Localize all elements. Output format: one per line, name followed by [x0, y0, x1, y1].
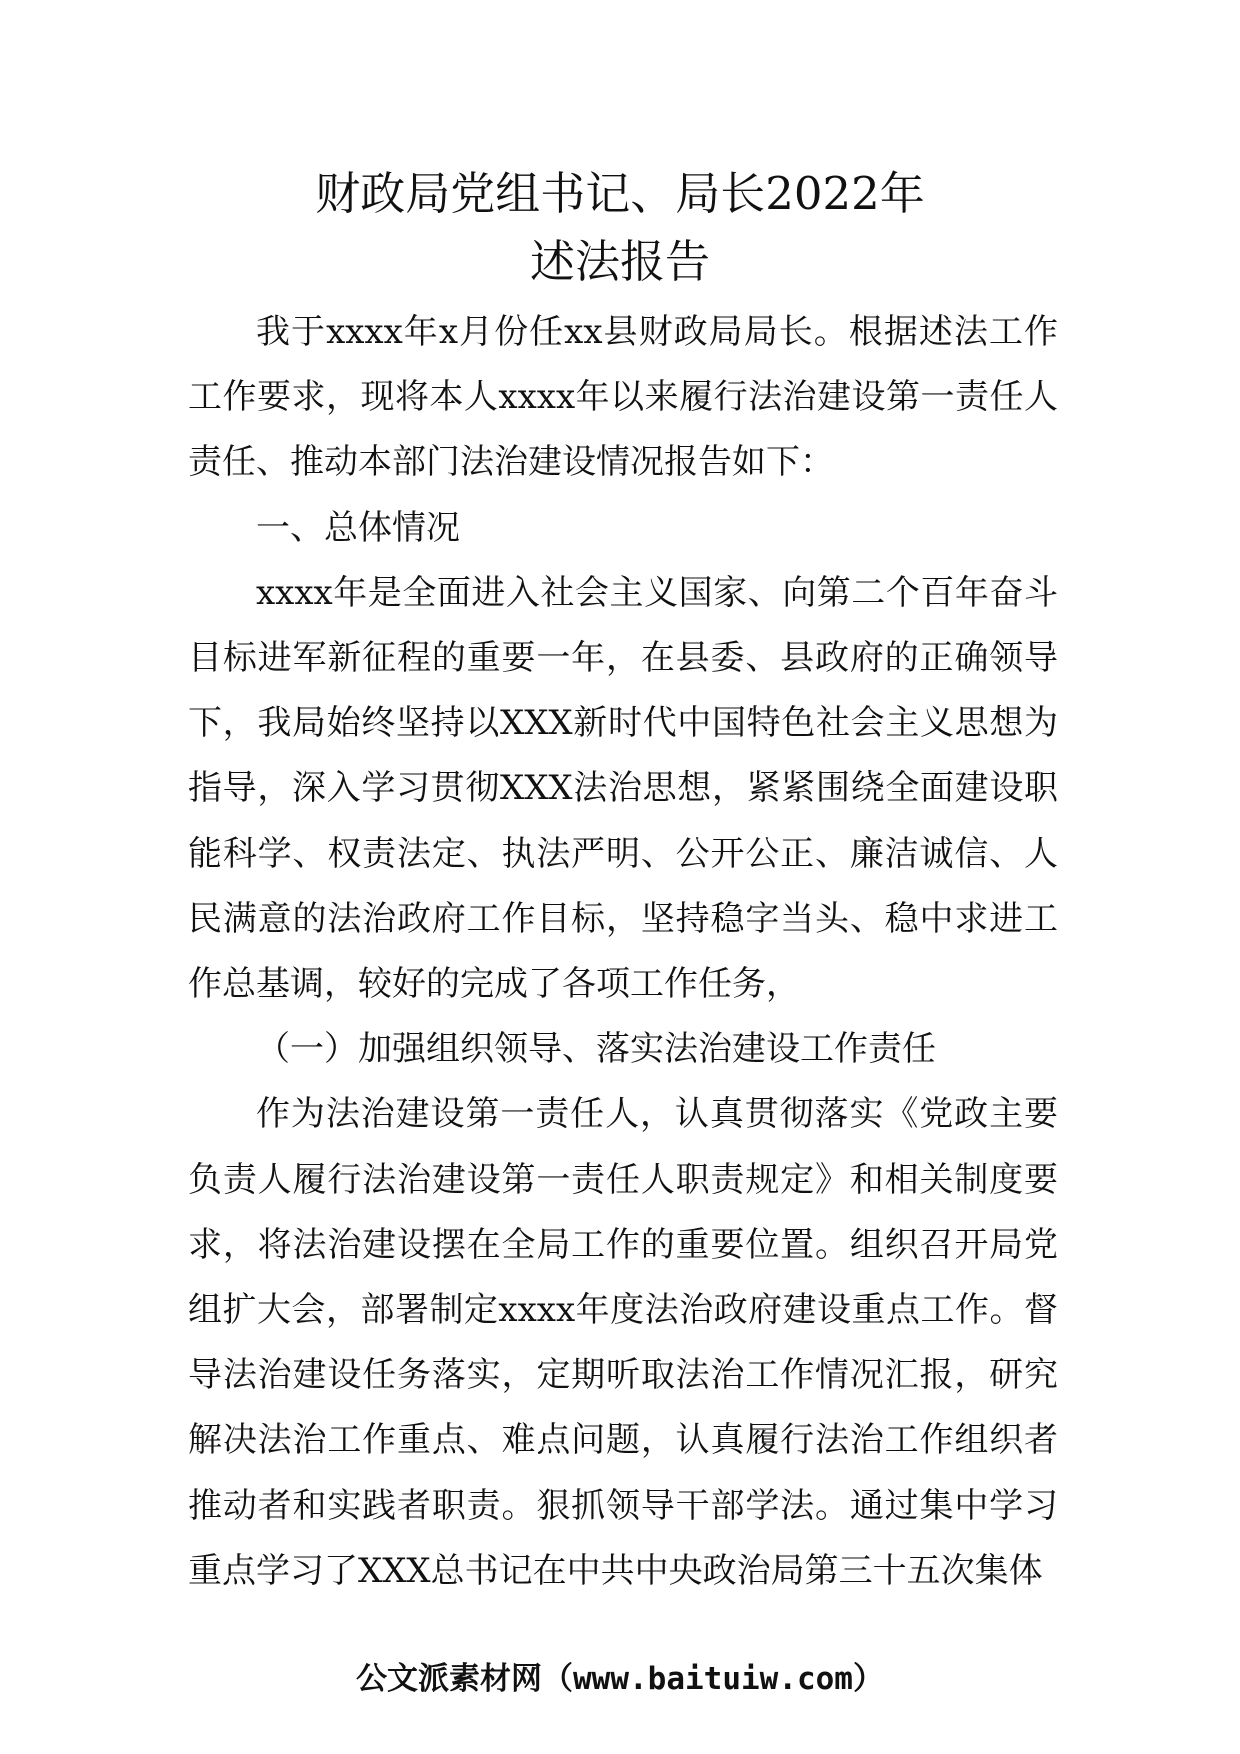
subsection-heading-1: （一）加强组织领导、落实法治建设工作责任 — [256, 1029, 936, 1070]
paragraph-subsection-1: 作为法治建设第一责任人，认真贯彻落实《党政主要负责人履行法治建设第一责任人职责规定》和相关制度要求，将法治建设摆在全局工作的重要位置。组织召开局党组扩大会，部署制定xxxx年度法治政府建设重点工作。督导法治建设任务落实，定期听取法治工作情况汇报，研究解决法治工作重点、难点问题，认真履行法治工作组织者推动者和实践者职责。狠抓领导干部学法。通过集中学习重点学习了XXX总书记在中共中央政治局第三十五次集体 — [188, 1094, 1058, 1591]
paragraph-intro: 我于xxxx年x月份任xx县财政局局长。根据述法工作工作要求，现将本人xxxx年以来履行法治建设第一责任人责任、推动本部门法治建设情况报告如下： — [188, 312, 1058, 483]
paragraph-overall: xxxx年是全面进入社会主义国家、向第二个百年奋斗目标进军新征程的重要一年，在县委、县政府的正确领导下，我局始终坚持以XXX新时代中国特色社会主义思想为指导，深入学习贯彻XXX法治思想，紧紧围绕全面建设职能科学、权责法定、执法严明、公开公正、廉洁诚信、人民满意的法治政府工作目标，坚持稳字当头、稳中求进工作总基调，较好的完成了各项工作任务， — [188, 572, 1058, 1005]
footer-watermark: 公文派素材网（www.baituiw.com） — [356, 1661, 884, 1697]
document-body — [188, 300, 1058, 1604]
document-title-line-2: 述法报告 — [529, 235, 710, 288]
document-title-line-1: 财政局党组书记、局长2022年 — [315, 167, 925, 220]
section-heading-overall: 一、总体情况 — [256, 507, 460, 548]
